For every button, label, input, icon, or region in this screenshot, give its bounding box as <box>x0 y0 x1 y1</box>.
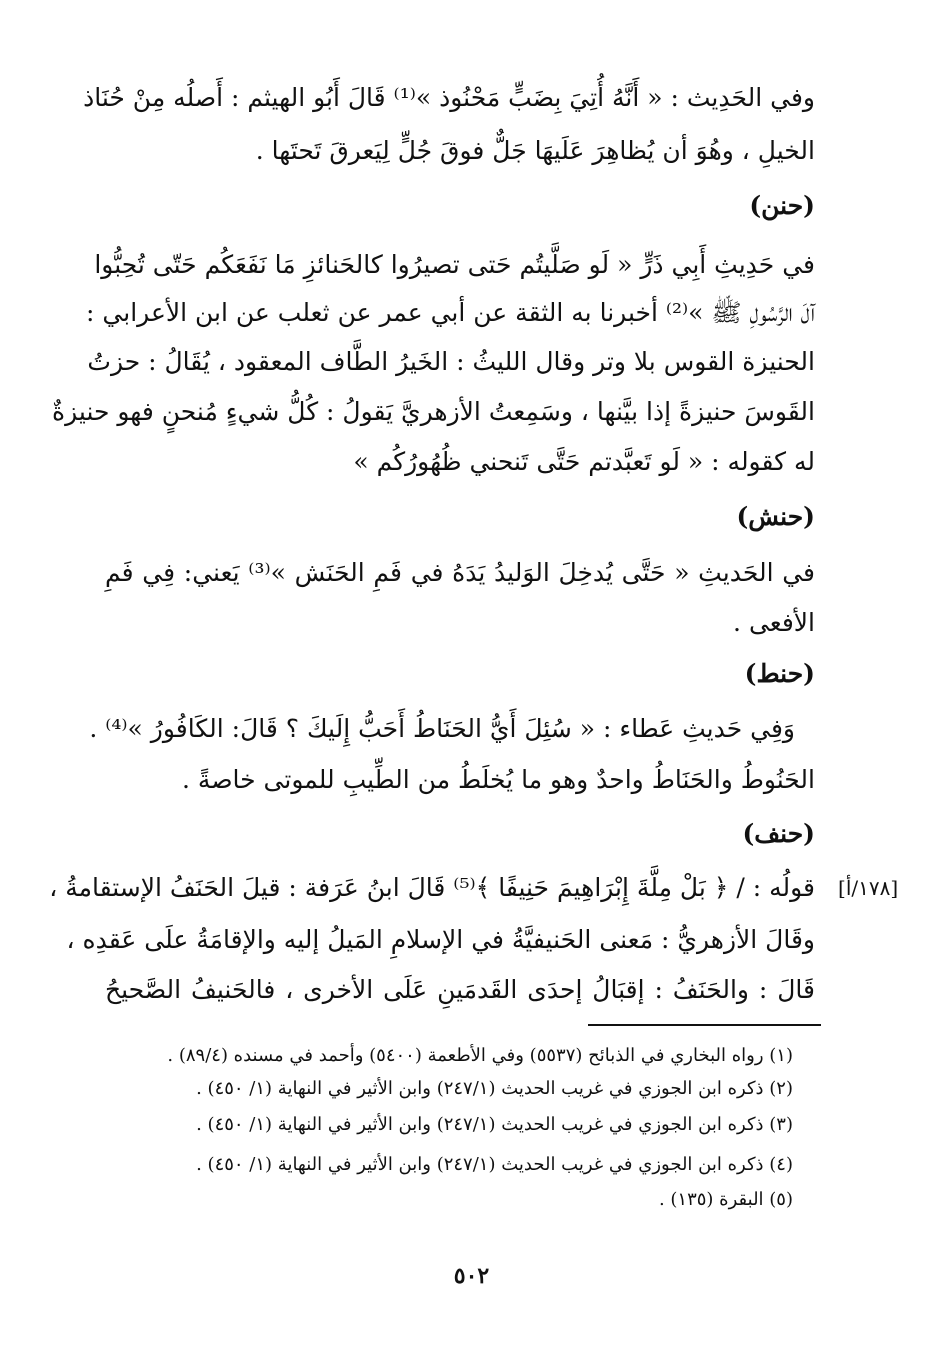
section-heading: (حنف) <box>742 819 815 848</box>
body-line: الأفعى . <box>733 608 815 637</box>
footnote: (٥) البقرة (١٣٥) . <box>658 1189 793 1210</box>
footnote: (١) رواه البخاري في الذبائح (٥٥٣٧) وفي الأطعمة (٥٤٠٠) وأحمد في مسنده (٨٩/٤) . <box>167 1045 793 1066</box>
body-line: في الحَديثِ « حَتَّى يُدخِلَ الوَليدُ يَدَهُ في فَمِ الحَنَش »⁽³⁾ يَعني: فِي فَمِ <box>105 558 815 587</box>
body-line: الخيلِ ، وهُوَ أن يُظاهِرَ عَلَيهَا جَلٌّ فوقَ جُلٍّ لِيَعرقَ تَحتَها . <box>255 136 815 165</box>
margin-folio-reference: [١٧٨/أ] <box>838 876 899 900</box>
body-line: القَوسَ حنيزةً إذا بيَّنها ، وسَمِعتُ الأزهريَّ يَقولُ : كُلُّ شيءٍ مُنحنٍ فهو حنيزةٌ <box>52 397 815 426</box>
footnote: (٣) ذكره ابن الجوزي في غريب الحديث (٢٤٧/١) وابن الأثير في النهاية (١/ ٤٥٠) . <box>196 1114 793 1135</box>
body-line: قَالَ : والحَنَفُ : إقبَالُ إحدَى القَدمَينِ عَلَى الأخرى ، فالحَنيفُ الصَّحيحُ <box>105 975 815 1004</box>
section-heading: (حنش) <box>736 502 815 531</box>
body-line: الحنيزة القوس بلا وتر وقال الليثُ : الخَيرُ الطَّاف المعقود ، يُقَالُ : حزتُ <box>87 347 815 376</box>
page-number: ٥٠٢ <box>453 1263 490 1289</box>
section-heading: (حنط) <box>744 659 815 688</box>
section-heading: (حنن) <box>749 191 815 220</box>
body-line: في حَدِيثِ أَبِي ذَرٍّ « لَو صَلَّيتُم حَتى تصيرُوا كالحَنائزِ مَا نَفَعَكُم حَتّى تُحِبُّوا <box>94 250 815 279</box>
body-line: له كقوله : « لَو تَعبَّدتم حَتَّى تَنحني ظُهُورُكُم » <box>353 447 815 476</box>
body-line: وفي الحَدِيث : « أَنَّهُ أُتِيَ بِضَبٍّ مَحْنُوذ »⁽¹⁾ قَالَ أَبُو الهيثم : أَصلُه مِنْ حُنَاذ <box>83 83 815 112</box>
footnote-separator <box>588 1024 821 1026</box>
body-line: وقَالَ الأزهريُّ : مَعنى الحَنيفيَّةُ في الإسلامِ المَيلُ إليه والإقامَةُ علَى عَقدِه ، <box>66 925 815 954</box>
footnote: (٤) ذكره ابن الجوزي في غريب الحديث (٢٤٧/١) وابن الأثير في النهاية (١/ ٤٥٠) . <box>196 1154 793 1175</box>
body-line: الحَنُوطُ والحَنَاطُ واحدٌ وهو ما يُخلَطُ من الطِّيبِ للموتى خاصةً . <box>182 765 815 794</box>
body-line: آلَ الرَّسُولِ ﷺ »⁽²⁾ أخبرنا به الثقة عن أبي عمر عن ثعلب عن ابن الأعرابي : <box>86 298 815 327</box>
body-line: وَفِي حَديثِ عَطاء : « سُئِلَ أَيُّ الحَنَاطُ أَحَبُّ إِلَيكَ ؟ قَالَ: الكَافُورُ »⁽⁴⁾ . <box>89 714 795 743</box>
body-line: قولُه : / ﴿ بَلْ مِلَّةَ إِبْرَاهِيمَ حَنِيفًا ﴾⁽⁵⁾ قَالَ ابنُ عَرَفة : قيلَ الحَنَفُ الإستقامةُ ، <box>49 873 815 902</box>
footnote: (٢) ذكره ابن الجوزي في غريب الحديث (٢٤٧/١) وابن الأثير في النهاية (١/ ٤٥٠) . <box>196 1078 793 1099</box>
